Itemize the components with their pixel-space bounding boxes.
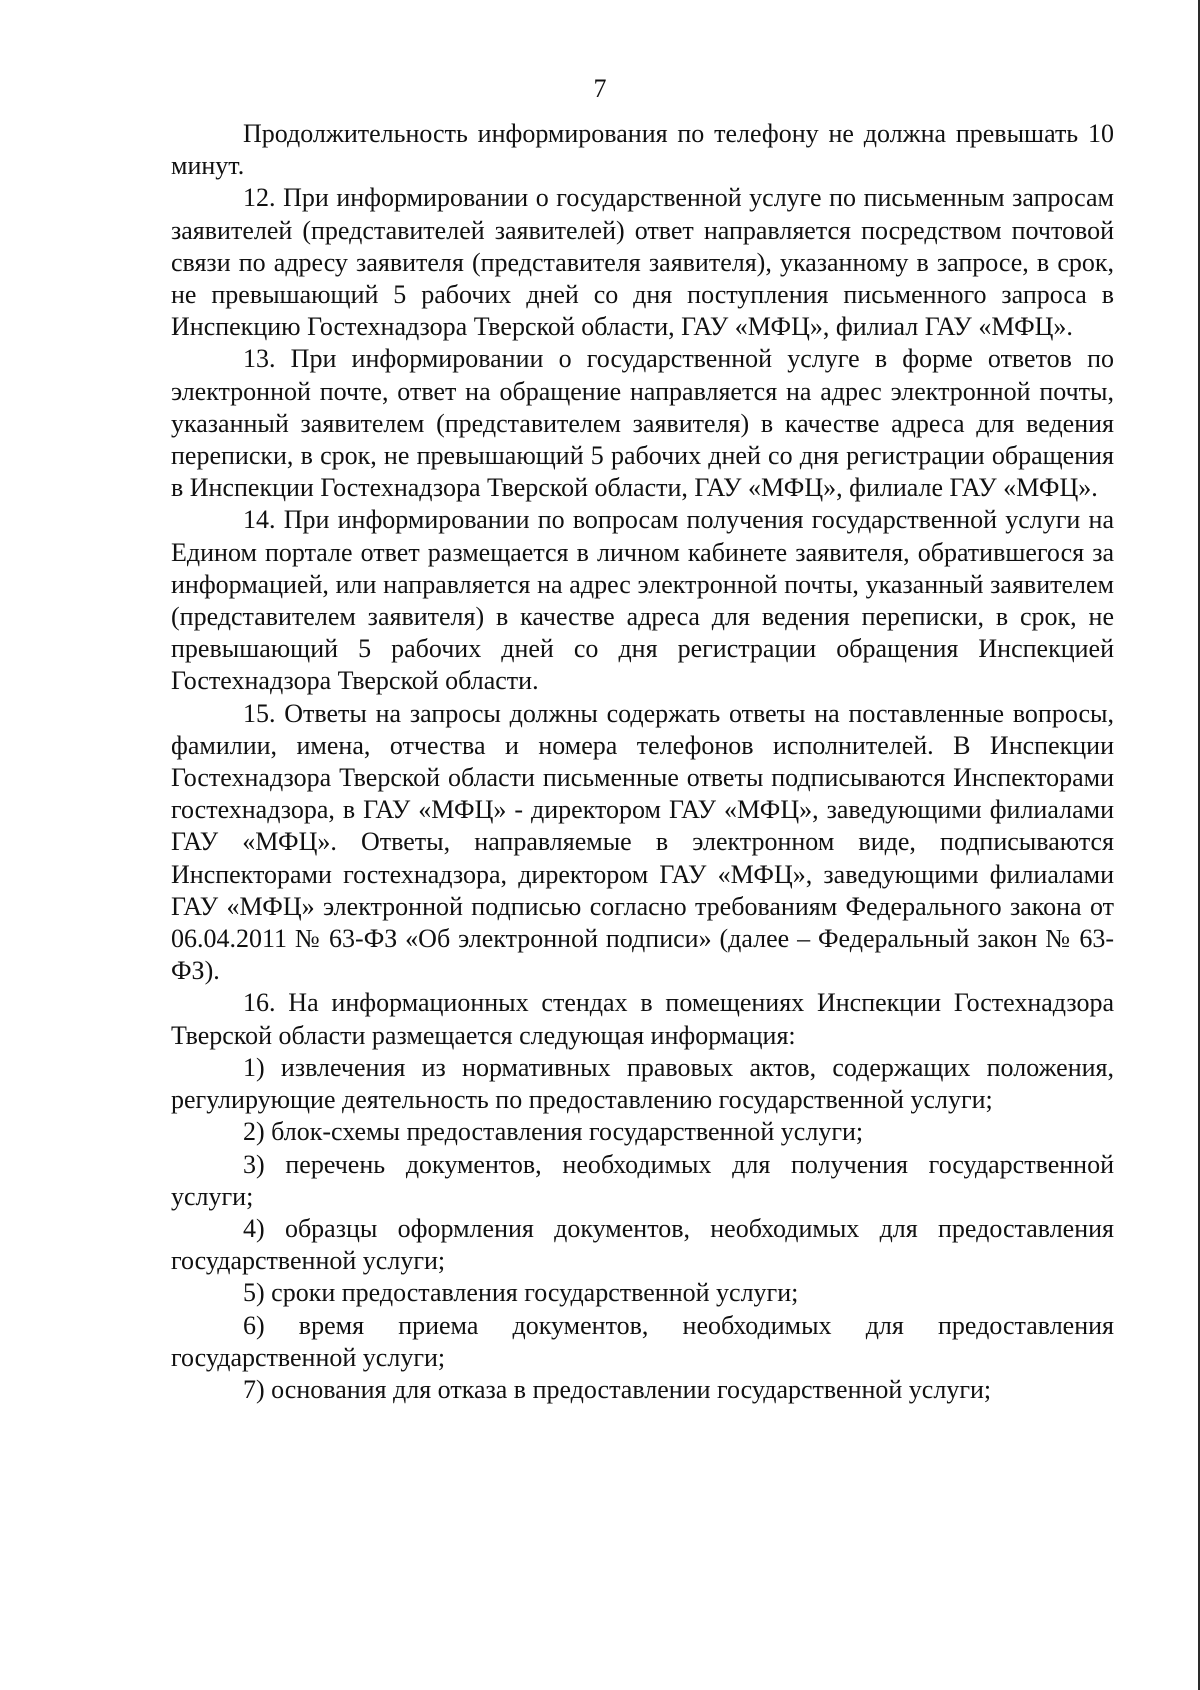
page-number: 7 xyxy=(593,74,607,103)
paragraph-12: 12. При информировании о государственной услуге по письменным запросам заявителей (представителей заявителей) ответ направляется посредством почтовой связи по адресу заявителя (представителя заявителя), указанному в запросе, в срок, не превышающий 5 рабочих дней со дня поступления письменного запроса в Инспекцию Гостехнадзора Тверской области, ГАУ «МФЦ», филиал ГАУ «МФЦ». xyxy=(171,183,1114,342)
list-item-6: 6) время приема документов, необходимых для предоставления государственной услуги; xyxy=(171,1310,1114,1372)
paragraph-13: 13. При информировании о государственной услуге в форме ответов по электронной почте, ответ на обращение направляется на адрес электронной почты, указанный заявителем (представителем заявителя) в качестве адреса для ведения переписки, в срок, не превышающий 5 рабочих дней со дня регистрации обращения в Инспекции Гостехнадзора Тверской области, ГАУ «МФЦ», филиале ГАУ «МФЦ». xyxy=(171,344,1114,503)
list-item-7: 7) основания для отказа в предоставлении государственной услуги; xyxy=(243,1374,992,1404)
list-item-4: 4) образцы оформления документов, необходимых для предоставления государственной услуги; xyxy=(171,1213,1114,1276)
list-item-2: 2) блок-схемы предоставления государственной услуги; xyxy=(243,1117,864,1147)
list-item-1: 1) извлечения из нормативных правовых актов, содержащих положения, регулирующие деятельность по предоставлению государственной услуги; xyxy=(171,1052,1114,1115)
paragraph-phone-duration: Продолжительность информирования по телефону не должна превышать 10 минут. xyxy=(171,119,1114,181)
list-item-3: 3) перечень документов, необходимых для получения государственной услуги; xyxy=(171,1149,1114,1211)
paragraph-14: 14. При информировании по вопросам получения государственной услуги на Едином портале ответ размещается в личном кабинете заявителя, обратившегося за информацией, или направляется на адрес электронной почты, указанный заявителем (представителем заявителя) в качестве адреса для ведения переписки, в срок, не превышающий 5 рабочих дней со дня регистрации обращения Инспекцией Гостехнадзора Тверской области. xyxy=(171,505,1114,696)
paragraph-16: 16. На информационных стендах в помещениях Инспекции Гостехнадзора Тверской области размещается следующая информация: xyxy=(171,988,1114,1050)
paragraph-15: 15. Ответы на запросы должны содержать ответы на поставленные вопросы, фамилии, имена, отчества и номера телефонов исполнителей. В Инспекции Гостехнадзора Тверской области письменные ответы подписываются Инспекторами гостехнадзора, в ГАУ «МФЦ» - директором ГАУ «МФЦ», заведующими филиалами ГАУ «МФЦ». Ответы, направляемые в электронном виде, подписываются Инспекторами гостехнадзора, директором ГАУ «МФЦ», заведующими филиалами ГАУ «МФЦ» электронной подписью согласно требованиям Федерального закона от 06.04.2011 № 63-ФЗ «Об электронной подписи» (далее – Федеральный закон № 63-ФЗ). xyxy=(171,698,1114,986)
list-item-5: 5) сроки предоставления государственной услуги; xyxy=(243,1278,799,1308)
document-body xyxy=(171,118,1114,1406)
